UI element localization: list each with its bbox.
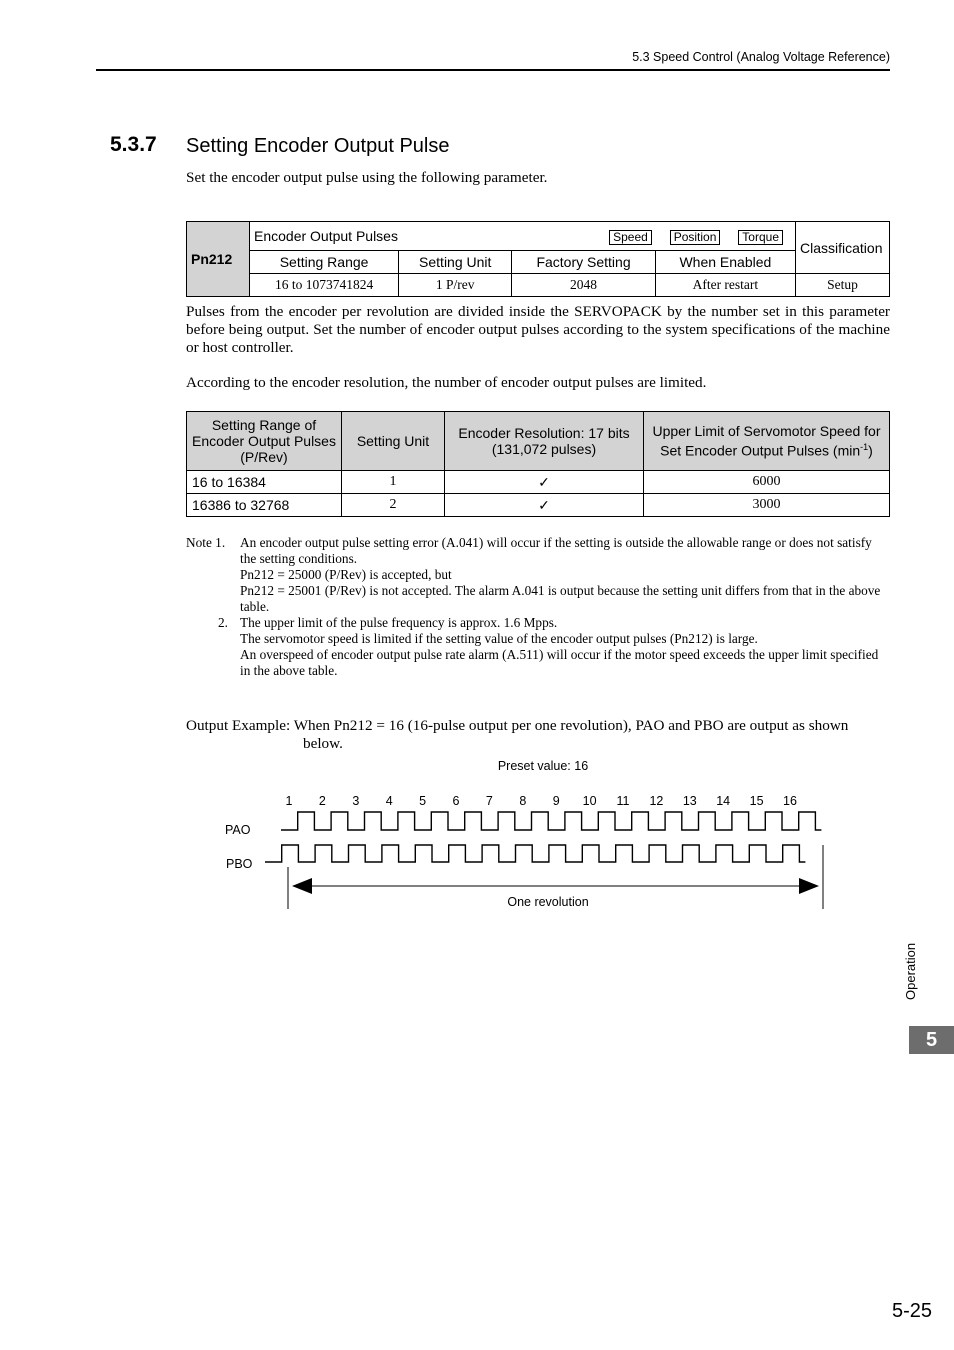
limit-paragraph: According to the encoder resolution, the number of encoder output pulses are limited. bbox=[186, 374, 707, 391]
arrow-right-icon bbox=[799, 878, 819, 894]
output-example bbox=[186, 717, 890, 753]
unit-header: Setting Unit bbox=[342, 412, 445, 471]
position-badge: Position bbox=[670, 230, 721, 245]
pulse-number: 3 bbox=[352, 794, 360, 808]
note-2-line: The servomotor speed is limited if the setting value of the encoder output pulses (Pn212) is large. bbox=[240, 631, 758, 646]
range-cell: 16 to 16384 bbox=[187, 471, 342, 494]
factory-setting-value: 2048 bbox=[512, 274, 655, 297]
param-name-cell bbox=[250, 222, 796, 251]
pao-label: PAO bbox=[225, 823, 251, 837]
note-2-line: An overspeed of encoder output pulse rate alarm (A.511) will occur if the motor speed exceeds the upper limit specified in the above table. bbox=[240, 647, 879, 678]
table-row bbox=[187, 471, 890, 494]
unit-cell: 2 bbox=[342, 494, 445, 517]
classification-value: Setup bbox=[796, 274, 890, 297]
note-1-line: An encoder output pulse setting error (A.041) will occur if the setting is outside the allowable range or does not satisfy the setting conditions. bbox=[240, 535, 872, 566]
pulse-number: 16 bbox=[783, 794, 797, 808]
limit-table bbox=[186, 411, 890, 517]
notes bbox=[186, 535, 890, 679]
section-number: 5.3.7 bbox=[110, 133, 157, 156]
header-rule bbox=[96, 69, 890, 71]
note-1-label: Note 1. bbox=[186, 535, 226, 550]
output-example-line: Output Example: When Pn212 = 16 (16-pulse output per one revolution), PAO and PBO are output as shown bbox=[186, 717, 849, 734]
torque-badge: Torque bbox=[738, 230, 783, 245]
running-header: 5.3 Speed Control (Analog Voltage Reference) bbox=[632, 50, 890, 64]
explanation-paragraph: Pulses from the encoder per revolution are divided inside the SERVOPACK by the number set in this parameter before being output. Set the number of encoder output pulses according to the system specifications of the machine or host controller. bbox=[186, 303, 890, 356]
pulse-number: 9 bbox=[552, 794, 560, 808]
resolution-header: Encoder Resolution: 17 bits (131,072 pulses) bbox=[445, 412, 644, 471]
pulse-number: 15 bbox=[749, 794, 764, 808]
sidebar-label: Operation bbox=[903, 942, 918, 1000]
note-2-label: 2. bbox=[218, 615, 228, 630]
arrow-left-icon bbox=[292, 878, 312, 894]
pulse-number: 12 bbox=[649, 794, 664, 808]
section-title: Setting Encoder Output Pulse bbox=[186, 135, 450, 157]
setting-unit-header: Setting Unit bbox=[399, 251, 512, 274]
speed-limit-cell: 6000 bbox=[644, 471, 890, 494]
pulse-numbers bbox=[286, 794, 797, 808]
pbo-waveform bbox=[265, 845, 805, 862]
param-name: Encoder Output Pulses bbox=[254, 227, 398, 244]
page-number: 5-25 bbox=[892, 1300, 933, 1322]
pulse-number: 5 bbox=[419, 794, 427, 808]
output-example-line: below. bbox=[303, 735, 343, 752]
pulse-number: 8 bbox=[519, 794, 527, 808]
intro-text: Set the encoder output pulse using the following parameter. bbox=[186, 169, 548, 186]
chapter-tab: 5 bbox=[909, 1026, 954, 1054]
pulse-number: 13 bbox=[682, 794, 697, 808]
param-number: Pn212 bbox=[187, 222, 250, 297]
note-1 bbox=[186, 535, 890, 615]
check-mark: ✓ bbox=[445, 471, 644, 494]
pulse-number: 2 bbox=[318, 794, 326, 808]
preset-label: Preset value: 16 bbox=[497, 759, 589, 773]
pulse-number: 7 bbox=[485, 794, 493, 808]
when-enabled-value: After restart bbox=[655, 274, 795, 297]
setting-unit-value: 1 P/rev bbox=[399, 274, 512, 297]
revolution-label: One revolution bbox=[507, 895, 589, 909]
check-mark: ✓ bbox=[445, 494, 644, 517]
note-1-line: Pn212 = 25000 (P/Rev) is accepted, but bbox=[240, 567, 452, 582]
pulse-number: 1 bbox=[285, 794, 293, 808]
setting-range-value: 16 to 1073741824 bbox=[250, 274, 399, 297]
note-2 bbox=[186, 615, 890, 679]
pulse-number: 10 bbox=[582, 794, 597, 808]
pulse-number: 4 bbox=[385, 794, 393, 808]
pbo-label: PBO bbox=[226, 857, 253, 871]
speed-limit-header: Upper Limit of Servomotor Speed for Set Encoder Output Pulses $(\min^{-1})$ bbox=[644, 412, 890, 471]
parameter-table bbox=[186, 221, 890, 297]
pulse-number: 6 bbox=[452, 794, 460, 808]
speed-limit-cell: 3000 bbox=[644, 494, 890, 517]
pulse-number: 14 bbox=[716, 794, 731, 808]
speed-badge: Speed bbox=[609, 230, 652, 245]
unit-cell: 1 bbox=[342, 471, 445, 494]
range-cell: 16386 to 32768 bbox=[187, 494, 342, 517]
factory-setting-header: Factory Setting bbox=[512, 251, 655, 274]
note-2-line: The upper limit of the pulse frequency is approx. 1.6 Mpps. bbox=[240, 615, 558, 630]
timing-diagram bbox=[200, 755, 900, 915]
classification-header: Classification bbox=[796, 222, 890, 274]
setting-range-header: Setting Range bbox=[250, 251, 399, 274]
note-1-line: Pn212 = 25001 (P/Rev) is not accepted. The alarm A.041 is output because the setting unit differs from that in the above table. bbox=[240, 583, 881, 614]
table-row bbox=[187, 494, 890, 517]
pulse-number: 11 bbox=[616, 794, 630, 808]
pao-waveform bbox=[281, 812, 821, 830]
range-header: Setting Range of Encoder Output Pulses (P/Rev) bbox=[187, 412, 342, 471]
when-enabled-header: When Enabled bbox=[655, 251, 795, 274]
